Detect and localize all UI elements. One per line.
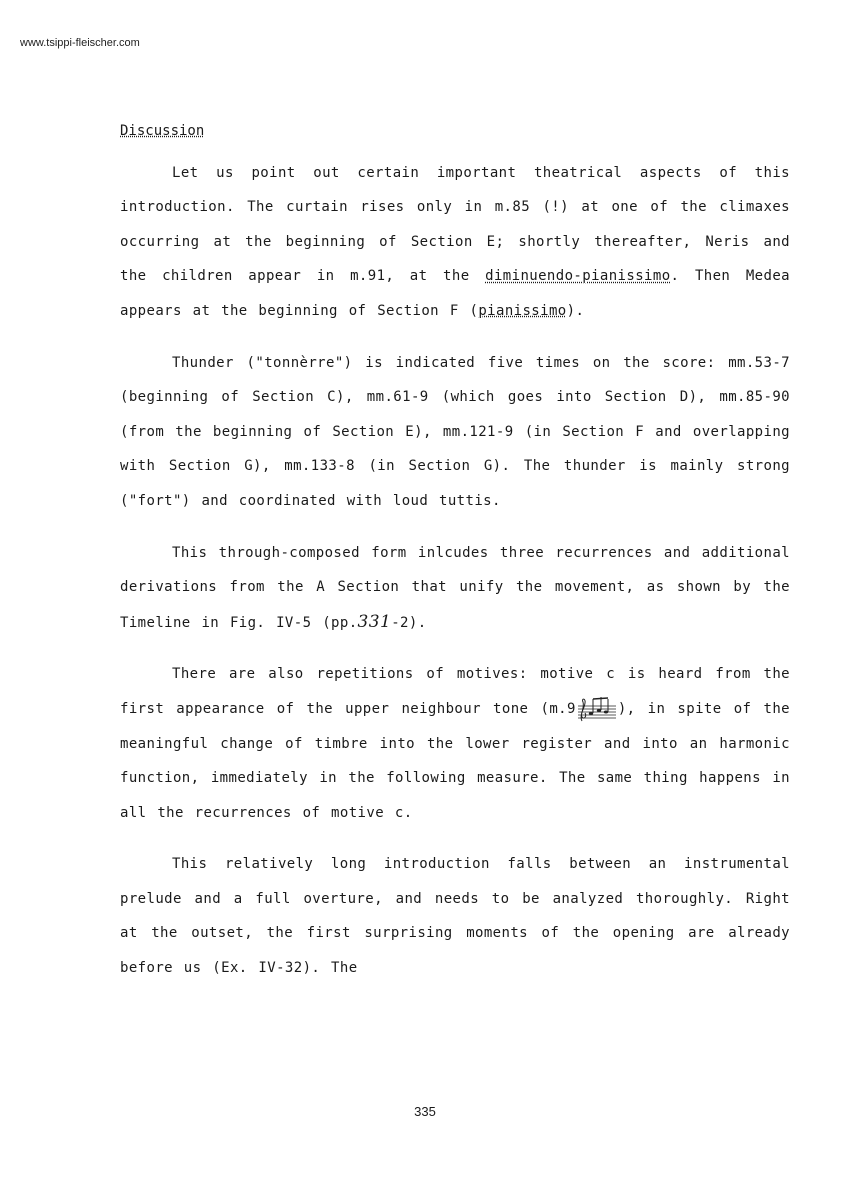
site-url[interactable]: www.tsippi-fleischer.com <box>20 37 140 49</box>
paragraph-motives <box>120 657 790 830</box>
paragraph-text: Let us point out certain important theatrical aspects of this introduction. The curtain rises only in m.85 (!) at one of the climaxes occurring at the beginning of Section E; shortly thereafter, Neris and the children appear in m.91, at the <box>120 164 790 285</box>
handwritten-page-correction: 331 <box>357 611 392 632</box>
paragraph-text: -2). <box>391 614 427 631</box>
paragraph-theatrical-aspects <box>120 156 790 329</box>
paragraph-text: . Then Medea appears at the beginning of Section F ( <box>120 268 790 319</box>
paragraph-form <box>120 536 790 641</box>
paragraph-text: ). <box>566 302 585 319</box>
paragraph-text: This through-composed form inlcudes three recurrences and additional derivations from the A Section that unify the movement, as shown by the Timeline in Fig. IV-5 (pp. <box>120 544 790 631</box>
dynamic-marking-pianissimo: pianissimo <box>478 302 567 319</box>
document-body <box>120 114 790 986</box>
paragraph-thunder: Thunder ("tonnèrre") is indicated five times on the score: mm.53-7 (beginning of Section C), mm.61-9 (which goes into Section D), mm.85-90 (from the beginning of Section E), mm.121-9 (in Section F and overlapping with Section G), mm.133-8 (in Section G). The thunder is mainly strong ("fort") and coordinated with loud tuttis. <box>120 354 790 509</box>
paragraph-text: There are also repetitions of motives: motive c is heard from the first appearance of the upper neighbour tone (m.9 <box>120 666 790 717</box>
paragraph-introduction: This relatively long introduction falls between an instrumental prelude and a full overture, and needs to be analyzed thoroughly. Right at the outset, the first surprising moments of the opening are already before us (Ex. IV-32). The <box>120 856 790 977</box>
page-number: 335 <box>414 1104 436 1119</box>
music-notation-snippet-icon <box>576 694 618 724</box>
dynamic-marking-diminuendo-pianissimo: diminuendo-pianissimo <box>485 268 671 285</box>
paragraph-text: ), in spite of the meaningful change of timbre into the lower register and into an harmonic function, immediately in the following measure. The same thing happens in all the recurrences of motive c. <box>120 700 791 821</box>
section-heading: Discussion <box>120 123 205 139</box>
